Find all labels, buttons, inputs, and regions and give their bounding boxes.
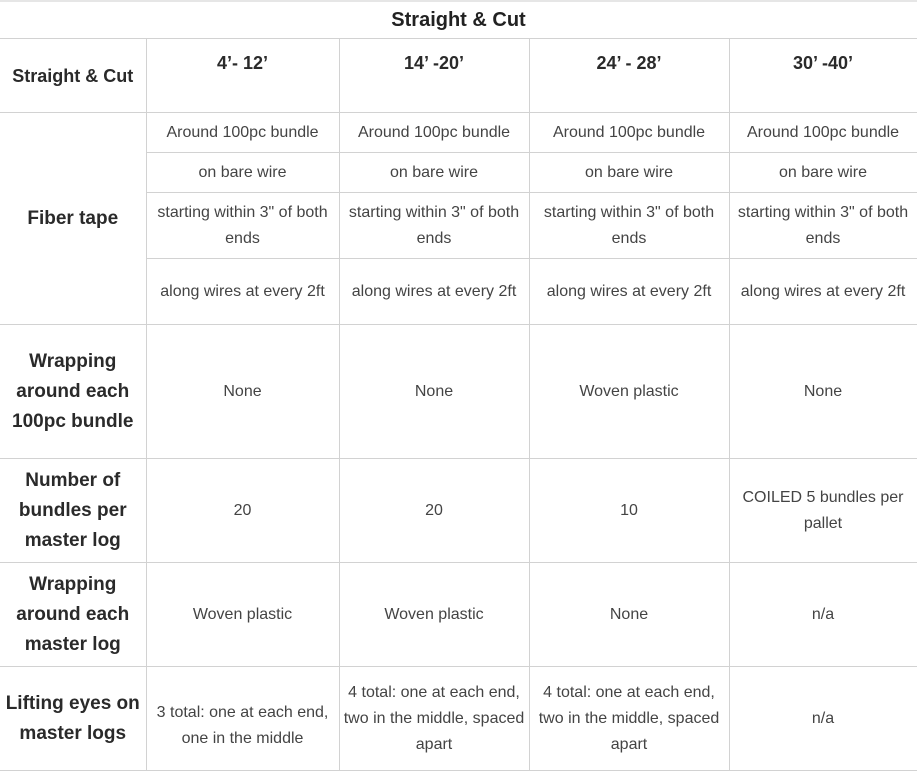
fiber-tape-row-1 [0,113,917,153]
column-header-4-12: 4’- 12’ [146,39,339,113]
table-cell: along wires at every 2ft [339,259,529,325]
table-cell: on bare wire [339,153,529,193]
table-cell: 10 [529,459,729,563]
table-cell: Around 100pc bundle [339,113,529,153]
table-cell: starting within 3" of both ends [729,193,917,259]
table-cell: None [529,563,729,667]
table-cell: 4 total: one at each end, two in the middle, spaced apart [529,667,729,771]
table-cell: along wires at every 2ft [729,259,917,325]
row-label-lifting-eyes: Lifting eyes on master logs [0,667,146,771]
table-cell: along wires at every 2ft [529,259,729,325]
table-title: Straight & Cut [391,8,526,31]
column-header-14-20: 14’ -20’ [339,39,529,113]
bundles-per-log-row [0,459,917,563]
table-cell: n/a [729,563,917,667]
table-cell: on bare wire [146,153,339,193]
table-cell: Around 100pc bundle [146,113,339,153]
table-cell: along wires at every 2ft [146,259,339,325]
header-row [0,39,917,113]
table-cell: starting within 3" of both ends [339,193,529,259]
row-label-wrapping-log: Wrapping around each master log [0,563,146,667]
table-cell: None [729,325,917,459]
row-label-fiber-tape: Fiber tape [0,113,146,325]
table-cell: starting within 3" of both ends [146,193,339,259]
table-cell: on bare wire [529,153,729,193]
table-cell: Woven plastic [146,563,339,667]
column-header-30-40: 30’ -40’ [729,39,917,113]
spec-table [0,38,917,771]
table-cell: on bare wire [729,153,917,193]
wrapping-log-row [0,563,917,667]
table-cell: Woven plastic [339,563,529,667]
table-cell: None [146,325,339,459]
wrapping-bundle-row [0,325,917,459]
table-cell: Around 100pc bundle [529,113,729,153]
table-cell: COILED 5 bundles per pallet [729,459,917,563]
row-label-bundles-per-log: Number of bundles per master log [0,459,146,563]
table-cell: starting within 3" of both ends [529,193,729,259]
lifting-eyes-row [0,667,917,771]
column-header-24-28: 24’ - 28’ [529,39,729,113]
corner-header: Straight & Cut [0,39,146,113]
table-cell: Around 100pc bundle [729,113,917,153]
table-cell: 3 total: one at each end, one in the middle [146,667,339,771]
table-cell: n/a [729,667,917,771]
row-label-wrapping-bundle: Wrapping around each 100pc bundle [0,325,146,459]
table-cell: 20 [146,459,339,563]
table-cell: 20 [339,459,529,563]
table-cell: None [339,325,529,459]
table-cell: Woven plastic [529,325,729,459]
table-cell: 4 total: one at each end, two in the middle, spaced apart [339,667,529,771]
